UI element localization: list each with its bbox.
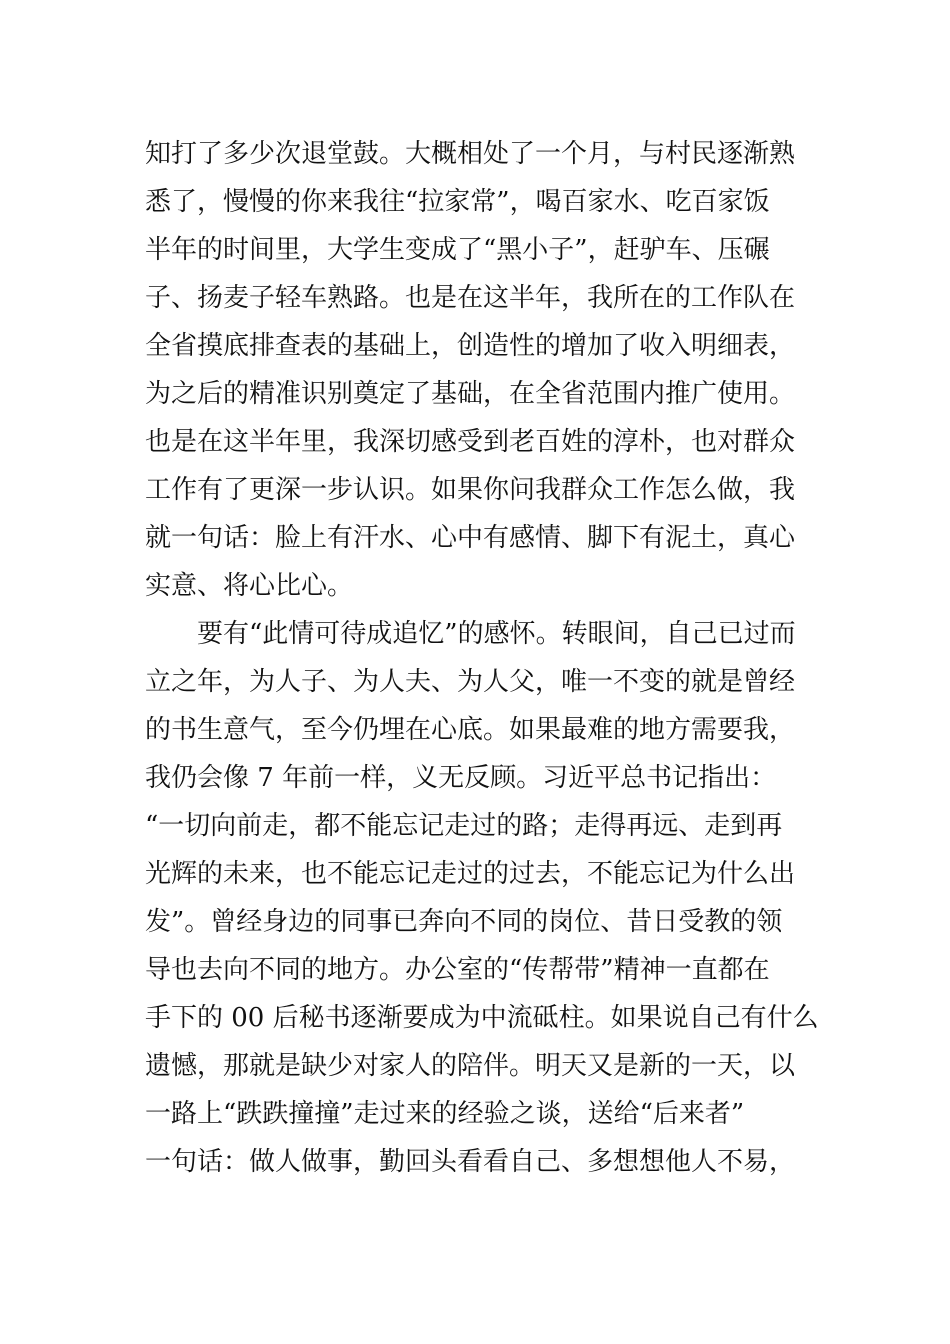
text-line-21: 一路上“跌跌撞撞”走过来的经验之谈，送给“后来者”	[145, 1099, 745, 1129]
body-text	[145, 130, 819, 1186]
text-line-20: 遗憾，那就是缺少对家人的陪伴。明天又是新的一天，以	[145, 1051, 796, 1081]
text-line-12: 立之年，为人子、为人夫、为人父，唯一不变的就是曾经	[145, 667, 796, 697]
text-line-3: 半年的时间里，大学生变成了“黑小子”，赶驴车、压碾	[145, 235, 770, 265]
text-line-19: 手下的 00 后秘书逐渐要成为中流砥柱。如果说自己有什么	[145, 1003, 819, 1033]
text-line-7: 也是在这半年里，我深切感受到老百姓的淳朴，也对群众	[145, 427, 796, 457]
text-line-18: 导也去向不同的地方。办公室的“传帮带”精神一直都在	[145, 955, 770, 985]
text-line-16: 光辉的未来，也不能忘记走过的过去，不能忘记为什么出	[145, 859, 796, 889]
text-line-9: 就一句话：脸上有汗水、心中有感情、脚下有泥土，真心	[145, 523, 796, 553]
text-line-2: 悉了，慢慢的你来我往“拉家常”，喝百家水、吃百家饭	[145, 187, 770, 217]
text-line-11: 要有“此情可待成追忆”的感怀。转眼间，自己已过而	[145, 619, 796, 649]
text-line-6: 为之后的精准识别奠定了基础，在全省范围内推广使用。	[145, 379, 796, 409]
text-line-1: 知打了多少次退堂鼓。大概相处了一个月，与村民逐渐熟	[145, 139, 796, 169]
text-line-10: 实意、将心比心。	[145, 571, 354, 601]
text-line-22: 一句话：做人做事，勤回头看看自己、多想想他人不易，	[145, 1147, 796, 1177]
text-line-5: 全省摸底排查表的基础上，创造性的增加了收入明细表，	[145, 331, 796, 361]
text-line-4: 子、扬麦子轻车熟路。也是在这半年，我所在的工作队在	[145, 283, 796, 313]
text-line-8: 工作有了更深一步认识。如果你问我群众工作怎么做，我	[145, 475, 796, 505]
text-line-15: “一切向前走，都不能忘记走过的路；走得再远、走到再	[145, 811, 783, 841]
text-line-14: 我仍会像 7 年前一样，义无反顾。习近平总书记指出：	[145, 763, 777, 793]
text-line-13: 的书生意气，至今仍埋在心底。如果最难的地方需要我，	[145, 715, 796, 745]
text-line-17: 发”。曾经身边的同事已奔向不同的岗位、昔日受教的领	[145, 907, 783, 937]
